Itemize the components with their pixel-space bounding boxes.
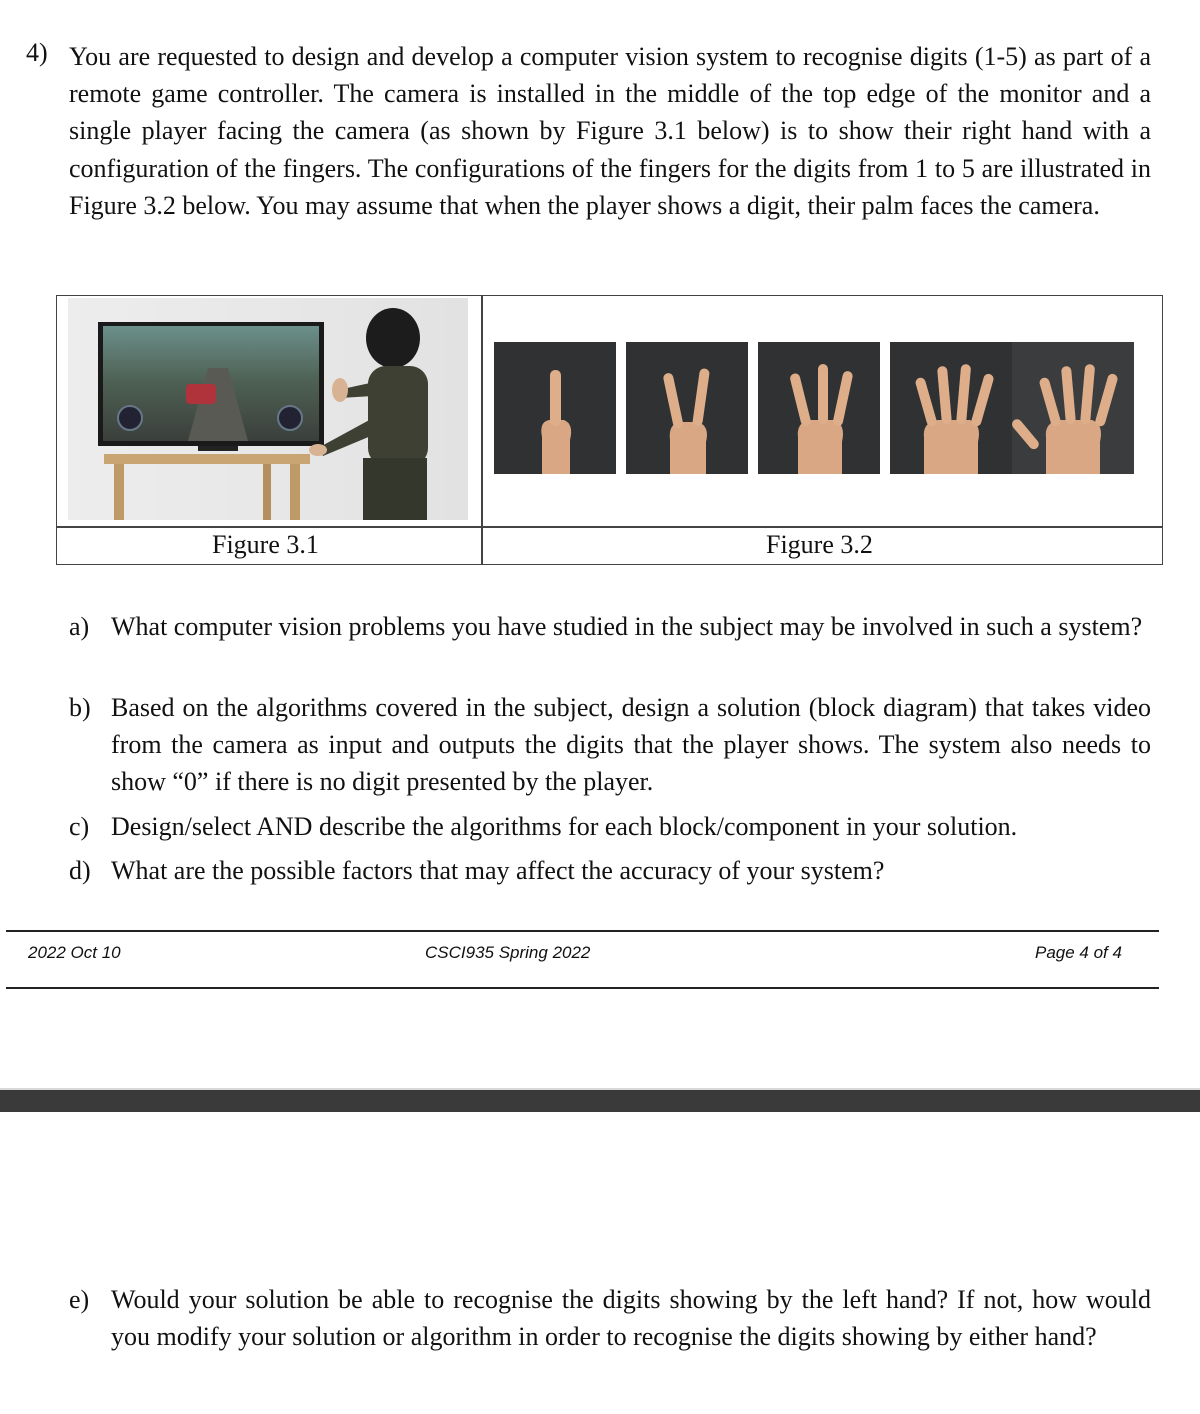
figure-3-1-image bbox=[68, 298, 468, 520]
subquestion-a-text: What computer vision problems you have studied in the subject may be involved in such a system? bbox=[111, 612, 1143, 641]
hand-digit-5-image bbox=[1012, 342, 1134, 474]
hand-digit-2-image bbox=[626, 342, 748, 474]
subquestion-d-label: d) bbox=[69, 856, 91, 885]
figure-table-divider bbox=[481, 295, 483, 565]
subquestion-a-label: a) bbox=[69, 612, 90, 641]
figure-3-1-caption: Figure 3.1 bbox=[212, 530, 319, 559]
subquestion-d-text: What are the possible factors that may affect the accuracy of your system? bbox=[111, 856, 885, 885]
footer-page-number: Page 4 of 4 bbox=[1035, 943, 1122, 962]
hand-digit-4-image bbox=[890, 342, 1012, 474]
subquestion-b-label: b) bbox=[69, 693, 91, 722]
footer-date: 2022 Oct 10 bbox=[28, 943, 121, 962]
subquestion-c-label: c) bbox=[69, 812, 90, 841]
subquestion-e-text: Would your solution be able to recognise the digits showing by the left hand? If not, how would you modify your solution or algorithm in order to recognise the digits showing by either hand? bbox=[111, 1285, 1151, 1352]
subquestion-b-text: Based on the algorithms covered in the subject, design a solution (block diagram) that takes video from the camera as input and outputs the digits that the player shows. The system also needs to show “0” if there is no digit presented by the player. bbox=[111, 693, 1151, 797]
hand-digit-3-image bbox=[758, 342, 880, 474]
footer-top-rule bbox=[6, 930, 1159, 932]
page-break-separator bbox=[0, 1090, 1200, 1112]
subquestion-c-text: Design/select AND describe the algorithms for each block/component in your solution. bbox=[111, 812, 1018, 841]
footer-course: CSCI935 Spring 2022 bbox=[425, 943, 591, 962]
subquestion-e-label: e) bbox=[69, 1285, 90, 1314]
figure-3-2-caption: Figure 3.2 bbox=[766, 530, 873, 559]
hand-digit-1-image bbox=[494, 342, 616, 474]
footer-bottom-rule bbox=[6, 987, 1159, 989]
question-body: You are requested to design and develop a computer vision system to recognise digits (1-5) as part of a remote game controller. The camera is installed in the middle of the top edge of the monitor and a single player facing the camera (as shown by Figure 3.1 below) is to show their right hand with a configuration of the fingers. The configurations of the fingers for the digits from 1 to 5 are illustrated in Figure 3.2 below. You may assume that when the player shows a digit, their palm faces the camera. bbox=[69, 42, 1151, 220]
question-number: 4) bbox=[26, 38, 48, 67]
